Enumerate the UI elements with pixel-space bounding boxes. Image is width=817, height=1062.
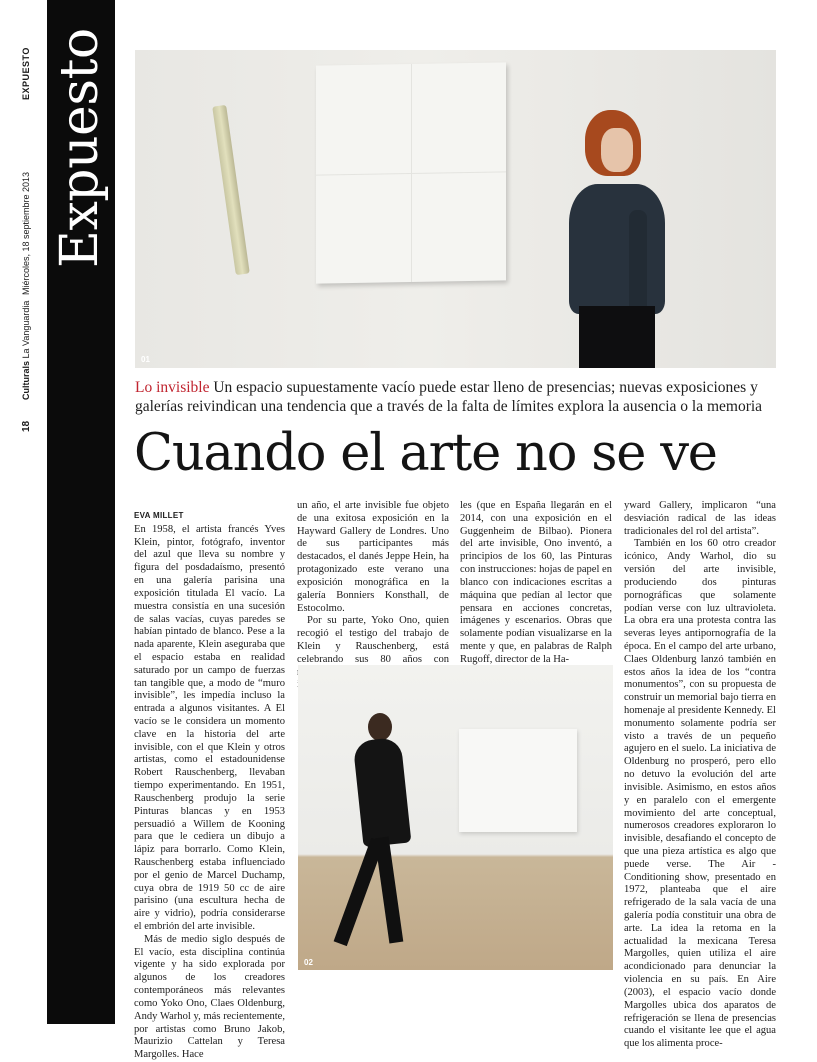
gallery-photo xyxy=(135,50,776,368)
newspaper-name: La Vanguardia xyxy=(21,300,31,359)
paragraph: Más de medio siglo después de El vacío, esta disciplina continúa vigente y ha sido explorada por algunos de los creadores contemporáneos más relevantes como Yoko Ono, Claes Oldenburg, Andy Warhol y, más recientemente, por artistas como Bruno Jakob, Maurizio Cattelan y Teresa Margolles. Hace xyxy=(134,933,285,1061)
photo-number: 01 xyxy=(141,355,150,364)
gallery-photo-walking xyxy=(298,665,613,970)
rolled-paper-artwork xyxy=(212,105,250,275)
paragraph: yward Gallery, implicaron “una desviación radical de las ideas tradicionales del rol del artista”. xyxy=(624,500,776,537)
section-title: Expuesto xyxy=(50,28,110,268)
walking-visitor-figure xyxy=(340,713,420,953)
article-column-2 xyxy=(297,500,449,692)
standfirst-kicker: Lo invisible xyxy=(135,379,210,396)
article-column-3 xyxy=(460,500,612,667)
photo-number: 02 xyxy=(304,958,313,967)
paragraph: Por su parte, Yoko Ono, quien recogió el testigo del trabajo de Klein y Rauschenberg, está celebrando sus 80 años con xyxy=(297,615,449,665)
standfirst xyxy=(135,378,777,416)
white-canvas-artwork xyxy=(316,62,506,283)
section-label: EXPUESTO xyxy=(21,47,31,100)
page-number: 18 xyxy=(21,420,32,432)
byline: EVA MILLET xyxy=(134,511,184,520)
standfirst-text: Un espacio supuestamente vacío puede estar lleno de presencias; nuevas exposiciones y galerías reivindican una tendencia que a través de la falta de límites explora la ausencia o la memoria xyxy=(135,379,763,415)
visitor-figure xyxy=(565,110,675,368)
paragraph: les (que en España llegarán en el 2014, con una exposición en el Guggenheim de Bilbao). Pionera del arte invisible, Ono inventó, a principios de los 60, las Pinturas con instrucciones: hojas de papel en blanco con indicaciones escritas a máquina que pedían al lector que pensara en acciones concretas, imágenes y escenarios. Obras que solamente podían visualizarse en la mente y que, en palabras de Ralph Rugoff, director de la Ha- xyxy=(460,500,613,665)
paragraph: En 1958, el artista francés Yves Klein, pintor, fotógrafo, inventor del azul que lleva su nombre y figura del posdadaísmo, presentó en una galería parisina una exposición titulada El vacío. La muestra consistía en una sucesión de salas vacías, cuyas paredes se habían pintado de blanco. Pese a la nada aparente, Klein aseguraba que el espacio estaba en realidad saturado por un campo de fuerzas tan tangible que, a modo de “muro invisible”, les impedía incluso la entrada a algunos visitantes. A El vacío se le considera un momento clave en la historia del arte invisible, con el que Klein y otros artistas, como el estadounidense Robert Rauschenberg, llevaban tiempo experimentando. En 1951, Rauschenberg produjo la serie Pinturas blancas y en 1953 persuadió a Willem de Kooning para que le cediera un dibujo a lápiz para borrarlo. Como Klein, Rauschenberg estaba influenciado por el genio de Marcel Duchamp, cuya obra de 1919 50 cc de aire parisino (una escultura hecha de aire y vidrio), podría considerarse el embrión del arte invisible. xyxy=(134,523,285,932)
publication-name xyxy=(21,301,31,400)
article-column-1 xyxy=(134,510,285,1062)
supplement-name: Culturals xyxy=(21,360,31,400)
issue-date: Miércoles, 18 septiembre 2013 xyxy=(21,171,31,295)
paragraph: También en los 60 otro creador icónico, Andy Warhol, dio su versión del arte invisible, produciendo dos pinturas pornográficas que solamente podían verse con luz ultravioleta. La obra era una protesta contra las severas leyes antipornografía de la época. En el campo del arte urbano, Claes Oldenburg lanzó también en estos años la idea de los “contra monumentos”, con su propuesta de construir un memorial bajo tierra en homenaje al presidente Kennedy. El monumento solamente podría ser visto a través de un pequeño agujero en el suelo. La iniciativa de Oldenburg no prosperó, pero ello no detuvo la evolución del arte invisible. Asimismo, en estos años y en paralelo con el emergente movimiento del arte conceptual, numerosos creadores exploraron lo invisible, desafiando el concepto de que una pieza artística es algo que puede verse. The Air - Conditioning show, presentado en 1972, planteaba que el aire refrigerado de la sala vacía de una galería podía constituir una obra de arte. La idea la retoma en la actualidad la mexicana Teresa Margolles, quien utiliza el aire acondicionado para denunciar la violencia en su país. En Aire (2003), el espacio vacío donde Margolles ubica dos aparatos de refrigeración se llena de presencias cuando el visitante lee que el agua que los alimenta proce- xyxy=(624,538,776,1050)
paragraph: un año, el arte invisible fue objeto de una exitosa exposición en la Hayward Gallery de Londres. Uno de sus participantes más destacados, el danés Jeppe Hein, ha protagonizado este verano una exposición monográfica en la galería Bonniers Konsthall, de Estocolmo. xyxy=(297,500,449,614)
article-column-4 xyxy=(624,500,776,1051)
white-canvas-artwork xyxy=(459,729,577,832)
headline: Cuando el arte no se ve xyxy=(134,424,717,483)
